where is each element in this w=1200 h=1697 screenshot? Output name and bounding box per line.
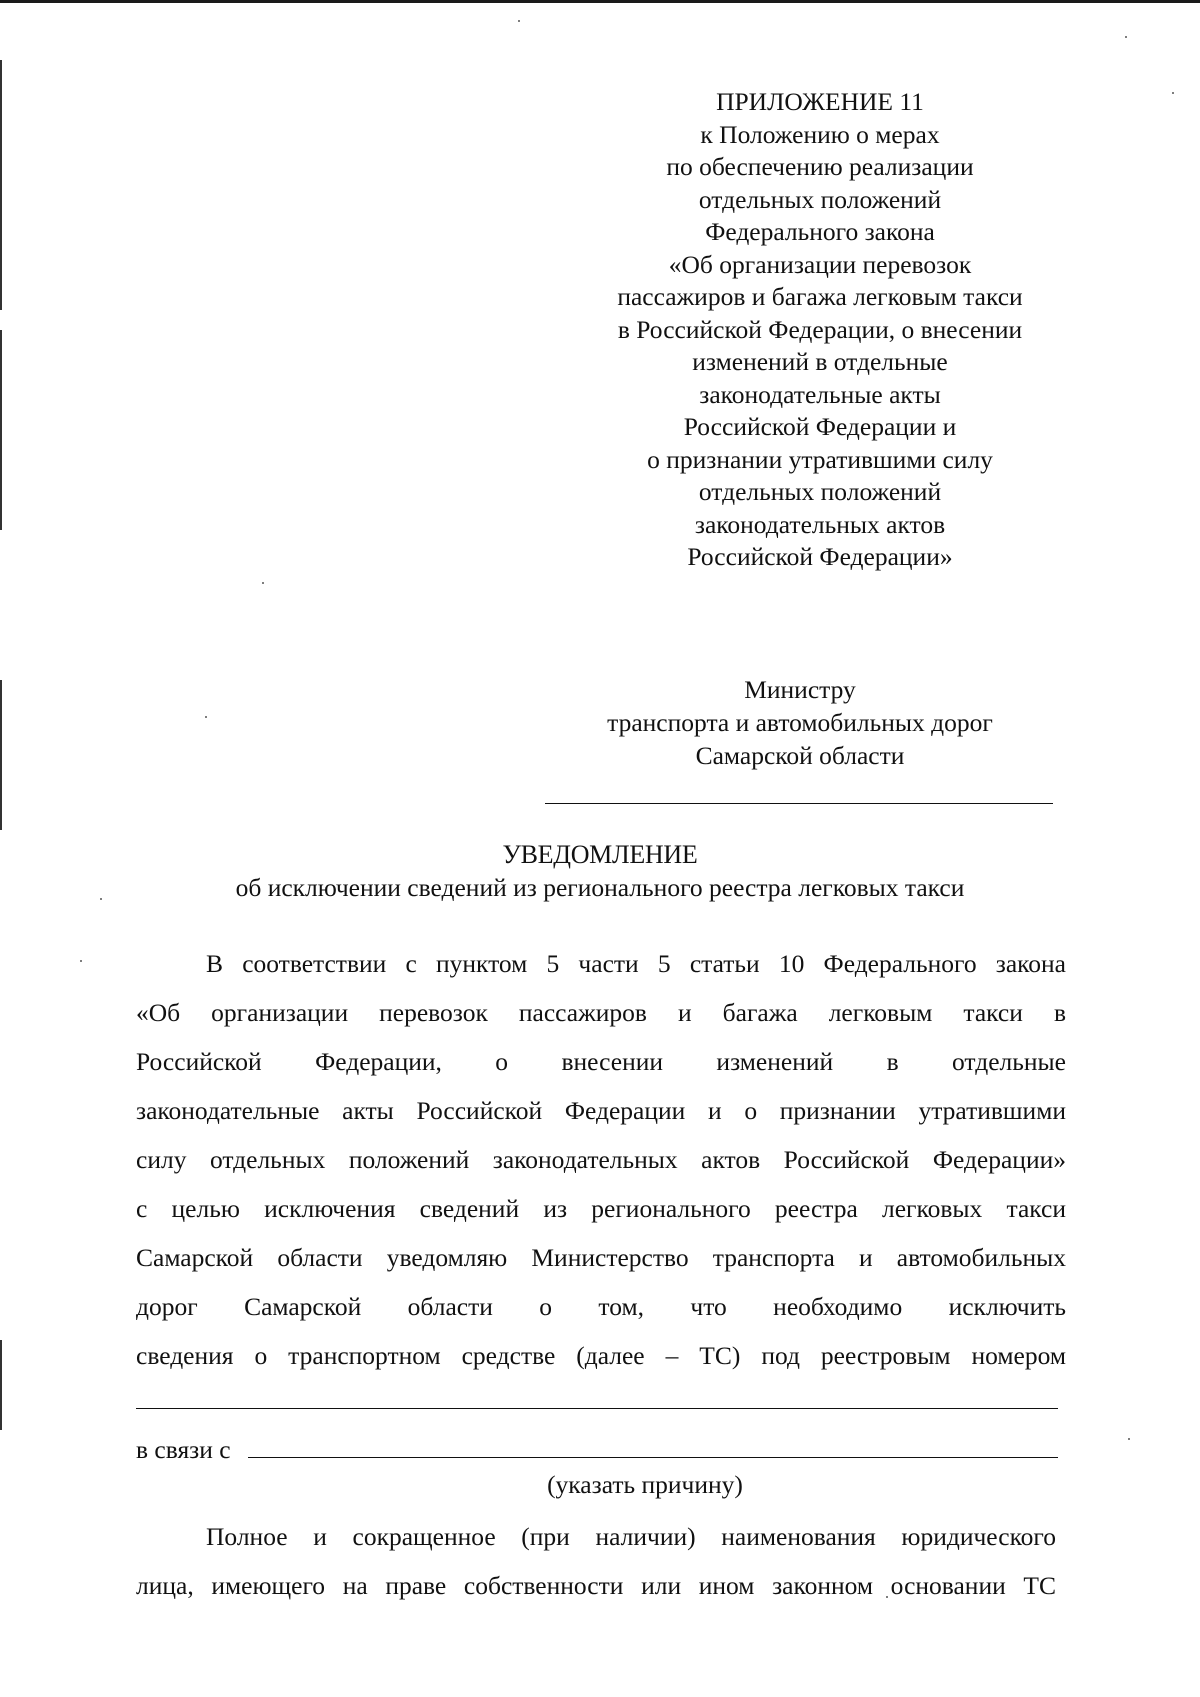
appendix-line: «Об организации перевозок <box>668 249 972 279</box>
paragraph-line: законодательные акты Российской Федерации и о признании утратившими <box>136 1096 1066 1125</box>
paragraph-line: В соответствии с пунктом 5 части 5 статьи 10 Федерального закона <box>206 949 1066 978</box>
appendix-line: к Положению о мерах <box>700 119 940 149</box>
addressee-name-blank[interactable] <box>545 803 1053 804</box>
scan-edge-mark <box>0 60 2 310</box>
addressee-block <box>540 673 1060 772</box>
scan-speck <box>205 716 207 718</box>
reason-hint: (указать причину) <box>547 1470 743 1499</box>
paragraph-line: Российской Федерации, о внесении изменений в отдельные <box>136 1047 1066 1076</box>
appendix-line: законодательные акты <box>699 379 941 409</box>
registry-number-blank[interactable] <box>136 1408 1058 1409</box>
scan-speck <box>262 582 264 584</box>
appendix-header <box>560 86 1080 574</box>
appendix-line: пассажиров и багажа легковым такси <box>617 282 1023 311</box>
scan-speck <box>1172 92 1174 94</box>
scan-speck <box>80 960 82 962</box>
paragraph-line: Полное и сокращенное (при наличии) наименования юридического <box>206 1522 1056 1551</box>
appendix-line: законодательных актов <box>694 509 946 539</box>
paragraph-line: силу отдельных положений законодательных актов Российской Федерации» <box>136 1145 1066 1174</box>
paragraph-line: с целью исключения сведений из регионального реестра легковых такси <box>136 1194 1066 1223</box>
appendix-line: в Российской Федерации, о внесении <box>617 314 1023 344</box>
paragraph-line: лица, имеющего на праве собственности или ином законном основании ТС <box>136 1571 1056 1600</box>
reason-label: в связи с <box>136 1435 231 1464</box>
reason-blank[interactable] <box>248 1457 1058 1458</box>
appendix-line: Российской Федерации и <box>683 412 957 441</box>
scan-speck <box>1125 36 1127 38</box>
paragraph-line: Самарской области уведомляю Министерство транспорта и автомобильных <box>136 1243 1066 1272</box>
appendix-line: по обеспечению реализации <box>666 152 974 181</box>
body-paragraph-1 <box>136 939 1066 1380</box>
reason-row <box>136 1432 1066 1472</box>
appendix-line: отдельных положений <box>698 477 942 506</box>
notice-title: УВЕДОМЛЕНИЕ <box>502 840 698 869</box>
addressee-line: Министру <box>744 675 856 704</box>
scan-speck <box>518 20 520 22</box>
addressee-line: Самарской области <box>695 741 905 770</box>
appendix-line: отдельных положений <box>698 184 942 214</box>
appendix-line: Российской Федерации» <box>687 542 953 571</box>
page-top-border <box>0 0 1200 3</box>
appendix-line: о признании утратившими силу <box>647 444 993 474</box>
scan-edge-mark <box>0 680 2 830</box>
scan-edge-mark <box>0 330 2 530</box>
appendix-line: Федерального закона <box>705 217 935 246</box>
notice-subtitle: об исключении сведений из регионального реестра легковых такси <box>235 873 965 902</box>
appendix-line: изменений в отдельные <box>692 347 948 376</box>
addressee-line: транспорта и автомобильных дорог <box>607 708 993 737</box>
appendix-line: ПРИЛОЖЕНИЕ 11 <box>716 87 924 116</box>
scan-speck <box>1128 1438 1130 1440</box>
scan-edge-mark <box>0 1340 2 1430</box>
paragraph-line: «Об организации перевозок пассажиров и багажа легковым такси в <box>136 998 1066 1027</box>
body-paragraph-2 <box>136 1512 1056 1610</box>
paragraph-line: сведения о транспортном средстве (далее – ТС) под реестровым номером <box>136 1341 1066 1370</box>
paragraph-line: дорог Самарской области о том, что необходимо исключить <box>136 1292 1066 1321</box>
